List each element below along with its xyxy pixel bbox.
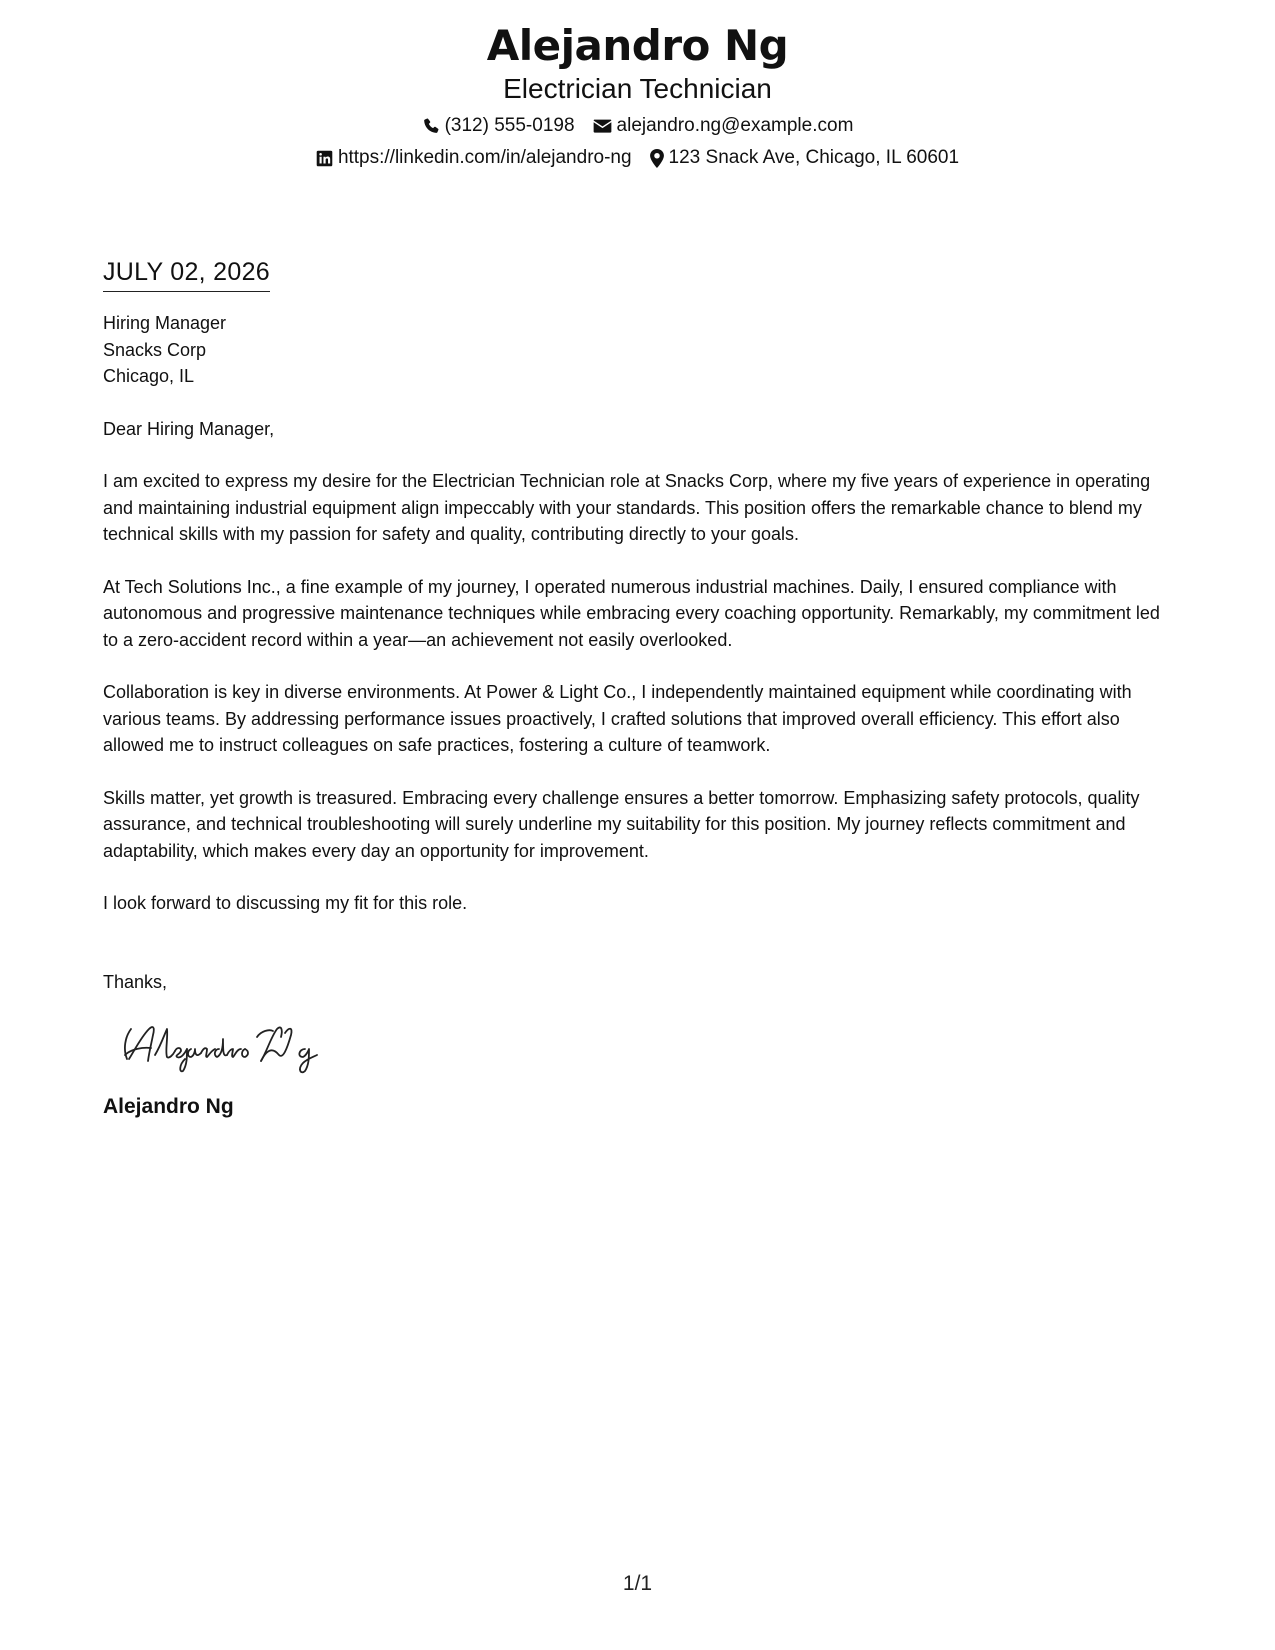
body-paragraph: Skills matter, yet growth is treasured. Embracing every challenge ensures a better tomorrow. Emphasizing safety protocols, quality assurance, and technical troubleshooting will surely underline my suitability for this position. My journey reflects commitment and adaptability, which makes every day an opportunity for improvement. [103, 787, 1140, 861]
phone-icon [422, 117, 440, 135]
contact-address [650, 146, 960, 170]
applicant-name: Alejandro Ng [486, 21, 789, 70]
contact-phone[interactable] [422, 114, 575, 138]
recipient-block [103, 310, 1173, 390]
contact-row-primary [0, 114, 1275, 138]
letter-header [0, 20, 1275, 170]
body-paragraph: I am excited to express my desire for the Electrician Technician role at Snacks Corp, where my five years of experience in operating and maintaining industrial equipment align impeccably with your standards. This position offers the remarkable chance to blend my technical skills with my passion for safety and quality, contributing directly to your goals. [103, 471, 1151, 544]
salutation: Dear Hiring Manager, [103, 418, 275, 439]
closing: Thanks, [103, 971, 168, 992]
handwritten-signature [121, 1015, 1173, 1075]
email-address: alejandro.ng@example.com [616, 115, 854, 136]
linkedin-icon [316, 150, 333, 167]
signed-name: Alejandro Ng [103, 1095, 234, 1118]
body-paragraph: At Tech Solutions Inc., a fine example of my journey, I operated numerous industrial machines. Daily, I ensured compliance with autonomous and progressive maintenance techniques while embracing every coaching opportunity. Remarkably, my commitment led to a zero-accident record within a year—an achievement not easily overlooked. [103, 576, 1160, 650]
letter-body [103, 255, 1173, 1121]
body-paragraph: I look forward to discussing my fit for this role. [103, 893, 468, 913]
linkedin-url: https://linkedin.com/in/alejandro-ng [337, 147, 632, 168]
applicant-title: Electrician Technician [503, 73, 772, 104]
recipient-line: Snacks Corp [103, 339, 207, 360]
recipient-line: Hiring Manager [103, 313, 227, 333]
street-address: 123 Snack Ave, Chicago, IL 60601 [668, 147, 960, 168]
page-number: 1/1 [622, 1572, 653, 1595]
contact-linkedin[interactable] [316, 146, 632, 170]
phone-number: (312) 555-0198 [444, 115, 575, 136]
envelope-icon [593, 118, 612, 134]
letter-date: JULY 02, 2026 [103, 255, 270, 292]
recipient-line: Chicago, IL [103, 366, 195, 386]
contact-row-secondary [0, 146, 1275, 170]
body-paragraph: Collaboration is key in diverse environments. At Power & Light Co., I independently maintained equipment while coordinating with various teams. By addressing performance issues proactively, I crafted solutions that improved overall efficiency. This effort also allowed me to instruct colleagues on safe practices, fostering a culture of teamwork. [103, 682, 1132, 755]
map-pin-icon [650, 149, 664, 168]
contact-email[interactable] [593, 114, 854, 138]
